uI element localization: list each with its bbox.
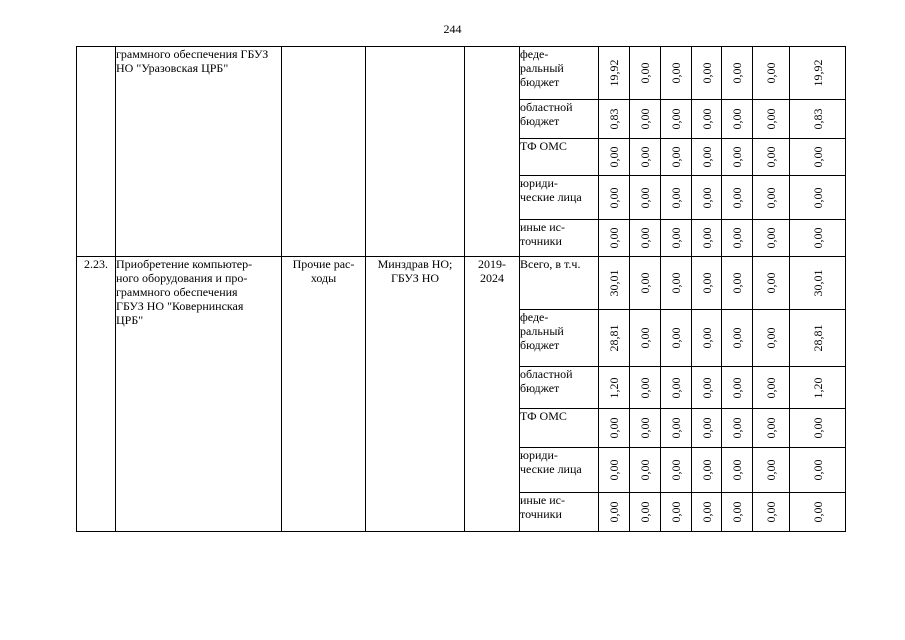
amount-cell xyxy=(599,176,630,220)
amount-value: 0,00 xyxy=(699,459,714,481)
budget-table xyxy=(76,46,846,532)
amount-cell xyxy=(753,257,790,310)
amount-cell xyxy=(599,409,630,448)
amount-value: 0,00 xyxy=(730,62,744,84)
amount-cell xyxy=(630,493,661,532)
amount-cell xyxy=(661,448,692,493)
amount-cell xyxy=(722,367,753,409)
amount-value: 0,00 xyxy=(730,377,744,398)
amount-cell xyxy=(753,493,790,532)
amount-value: 0,00 xyxy=(699,227,714,249)
amount-cell xyxy=(599,220,630,257)
amount-value: 0,00 xyxy=(699,501,714,523)
amount-value: 1,20 xyxy=(607,377,621,398)
page-number: 244 xyxy=(443,22,462,36)
amount-cell xyxy=(790,448,846,493)
amount-cell xyxy=(661,409,692,448)
amount-value: 30,01 xyxy=(607,269,621,297)
amount-cell xyxy=(692,448,722,493)
amount-cell xyxy=(599,448,630,493)
amount-cell xyxy=(599,100,630,139)
item-title: граммного обеспечения ГБУЗ НО "Уразовская ЦРБ" xyxy=(116,47,282,257)
amount-cell xyxy=(661,47,692,100)
amount-cell xyxy=(661,220,692,257)
amount-cell xyxy=(630,310,661,367)
amount-value: 0,00 xyxy=(669,377,683,398)
amount-value: 0,00 xyxy=(730,417,744,439)
amount-value: 0,00 xyxy=(810,146,825,168)
funding-source-label: иные ис- точники xyxy=(520,493,599,532)
amount-cell xyxy=(790,257,846,310)
amount-cell xyxy=(790,310,846,367)
amount-cell xyxy=(722,493,753,532)
table-row xyxy=(77,47,846,100)
amount-value: 0,00 xyxy=(607,417,621,439)
amount-cell xyxy=(599,47,630,100)
amount-cell xyxy=(661,310,692,367)
amount-value: 0,00 xyxy=(730,327,744,349)
amount-value: 0,00 xyxy=(699,272,714,294)
amount-value: 0,00 xyxy=(730,459,744,481)
amount-cell xyxy=(790,493,846,532)
amount-value: 0,00 xyxy=(699,62,714,84)
amount-cell xyxy=(630,139,661,176)
amount-cell xyxy=(630,47,661,100)
amount-cell xyxy=(753,409,790,448)
amount-value: 0,00 xyxy=(730,272,744,294)
amount-value: 0,00 xyxy=(764,377,778,398)
amount-cell xyxy=(692,409,722,448)
amount-value: 0,00 xyxy=(669,459,683,481)
amount-cell xyxy=(753,220,790,257)
amount-cell xyxy=(630,257,661,310)
amount-cell xyxy=(630,448,661,493)
amount-value: 0,00 xyxy=(607,187,621,208)
amount-cell xyxy=(790,367,846,409)
amount-cell xyxy=(692,100,722,139)
amount-value: 0,00 xyxy=(638,272,652,294)
amount-value: 0,00 xyxy=(607,459,621,481)
amount-cell xyxy=(630,176,661,220)
amount-value: 0,00 xyxy=(810,187,825,208)
funding-source-label: феде- ральный бюджет xyxy=(520,310,599,367)
amount-value: 0,00 xyxy=(638,227,652,249)
amount-value: 0,83 xyxy=(810,108,825,130)
amount-value: 0,00 xyxy=(607,501,621,523)
amount-cell xyxy=(661,176,692,220)
amount-value: 0,00 xyxy=(638,108,652,130)
funding-source-label: юриди- ческие лица xyxy=(520,448,599,493)
amount-value: 28,81 xyxy=(607,324,621,352)
amount-value: 0,00 xyxy=(638,146,652,168)
amount-cell xyxy=(599,310,630,367)
amount-cell xyxy=(599,257,630,310)
amount-value: 0,00 xyxy=(669,62,683,84)
amount-value: 0,00 xyxy=(607,146,621,168)
amount-cell xyxy=(753,139,790,176)
amount-cell xyxy=(753,176,790,220)
amount-cell xyxy=(692,493,722,532)
amount-value: 0,00 xyxy=(669,417,683,439)
funding-source-label: ТФ ОМС xyxy=(520,139,599,176)
amount-value: 0,00 xyxy=(669,227,683,249)
amount-value: 19,92 xyxy=(607,59,621,87)
amount-value: 0,00 xyxy=(638,417,652,439)
amount-value: 0,00 xyxy=(764,227,778,249)
amount-value: 0,00 xyxy=(730,227,744,249)
amount-cell xyxy=(692,47,722,100)
funding-source-label: областной бюджет xyxy=(520,367,599,409)
amount-cell xyxy=(790,139,846,176)
amount-value: 0,00 xyxy=(764,417,778,439)
amount-cell xyxy=(790,409,846,448)
amount-value: 0,00 xyxy=(669,272,683,294)
amount-value: 0,00 xyxy=(638,501,652,523)
amount-cell xyxy=(692,367,722,409)
amount-value: 0,00 xyxy=(699,327,714,349)
amount-cell xyxy=(790,176,846,220)
amount-value: 0,00 xyxy=(638,377,652,398)
amount-value: 0,00 xyxy=(638,187,652,208)
amount-value: 0,00 xyxy=(730,108,744,130)
period xyxy=(465,47,520,257)
amount-cell xyxy=(722,47,753,100)
funding-source-label: Всего, в т.ч. xyxy=(520,257,599,310)
amount-value: 0,00 xyxy=(669,187,683,208)
amount-cell xyxy=(599,367,630,409)
amount-cell xyxy=(753,47,790,100)
funding-source-label: юриди- ческие лица xyxy=(520,176,599,220)
funding-source-label: иные ис- точники xyxy=(520,220,599,257)
amount-value: 0,00 xyxy=(764,459,778,481)
amount-cell xyxy=(722,176,753,220)
item-title: Приобретение компьютер- ного оборудования и про- граммного обеспечения ГБУЗ НО "Ковернинская ЦРБ" xyxy=(116,257,282,532)
funding-source-label: феде- ральный бюджет xyxy=(520,47,599,100)
amount-value: 0,00 xyxy=(764,187,778,208)
amount-value: 0,00 xyxy=(669,108,683,130)
amount-value: 0,00 xyxy=(669,146,683,168)
amount-cell xyxy=(630,409,661,448)
amount-cell xyxy=(661,257,692,310)
amount-value: 28,81 xyxy=(810,324,825,352)
amount-cell xyxy=(753,310,790,367)
amount-value: 0,00 xyxy=(764,327,778,349)
expense-category xyxy=(282,47,366,257)
amount-value: 0,00 xyxy=(810,501,825,523)
amount-cell xyxy=(790,100,846,139)
amount-value: 0,00 xyxy=(764,501,778,523)
amount-cell xyxy=(599,139,630,176)
amount-cell xyxy=(630,367,661,409)
funding-source-label: ТФ ОМС xyxy=(520,409,599,448)
amount-cell xyxy=(753,367,790,409)
amount-cell xyxy=(692,176,722,220)
executor xyxy=(366,47,465,257)
amount-cell xyxy=(722,409,753,448)
amount-cell xyxy=(661,100,692,139)
amount-cell xyxy=(692,220,722,257)
amount-value: 0,00 xyxy=(764,146,778,168)
amount-value: 19,92 xyxy=(810,59,825,87)
amount-value: 0,00 xyxy=(638,459,652,481)
amount-value: 0,00 xyxy=(699,187,714,208)
funding-source-label: областной бюджет xyxy=(520,100,599,139)
item-number xyxy=(77,47,116,257)
amount-value: 0,00 xyxy=(764,108,778,130)
amount-value: 0,00 xyxy=(730,146,744,168)
period: 2019- 2024 xyxy=(465,257,520,532)
amount-value: 0,00 xyxy=(699,377,714,398)
amount-cell xyxy=(599,493,630,532)
amount-value: 30,01 xyxy=(810,269,825,297)
expense-category: Прочие рас- ходы xyxy=(282,257,366,532)
amount-cell xyxy=(753,100,790,139)
amount-cell xyxy=(722,310,753,367)
amount-cell xyxy=(692,257,722,310)
amount-cell xyxy=(661,367,692,409)
amount-cell xyxy=(790,47,846,100)
amount-value: 0,00 xyxy=(638,327,652,349)
amount-cell xyxy=(722,220,753,257)
amount-value: 0,00 xyxy=(730,501,744,523)
amount-value: 0,00 xyxy=(607,227,621,249)
amount-value: 0,00 xyxy=(730,187,744,208)
amount-value: 0,00 xyxy=(638,62,652,84)
amount-cell xyxy=(630,220,661,257)
amount-value: 0,00 xyxy=(699,417,714,439)
amount-value: 1,20 xyxy=(810,377,825,398)
amount-cell xyxy=(661,139,692,176)
executor: Минздрав НО; ГБУЗ НО xyxy=(366,257,465,532)
table-row xyxy=(77,257,846,310)
amount-value: 0,00 xyxy=(699,146,714,168)
amount-cell xyxy=(661,493,692,532)
amount-value: 0,00 xyxy=(764,62,778,84)
amount-cell xyxy=(692,310,722,367)
amount-cell xyxy=(722,448,753,493)
amount-value: 0,83 xyxy=(607,108,621,130)
amount-value: 0,00 xyxy=(764,272,778,294)
amount-value: 0,00 xyxy=(810,459,825,481)
amount-cell xyxy=(790,220,846,257)
amount-value: 0,00 xyxy=(699,108,714,130)
amount-cell xyxy=(722,139,753,176)
amount-value: 0,00 xyxy=(810,227,825,249)
amount-cell xyxy=(722,257,753,310)
item-number: 2.23. xyxy=(77,257,116,532)
amount-value: 0,00 xyxy=(669,501,683,523)
amount-cell xyxy=(753,448,790,493)
amount-value: 0,00 xyxy=(669,327,683,349)
amount-cell xyxy=(692,139,722,176)
amount-cell xyxy=(630,100,661,139)
amount-value: 0,00 xyxy=(810,417,825,439)
amount-cell xyxy=(722,100,753,139)
